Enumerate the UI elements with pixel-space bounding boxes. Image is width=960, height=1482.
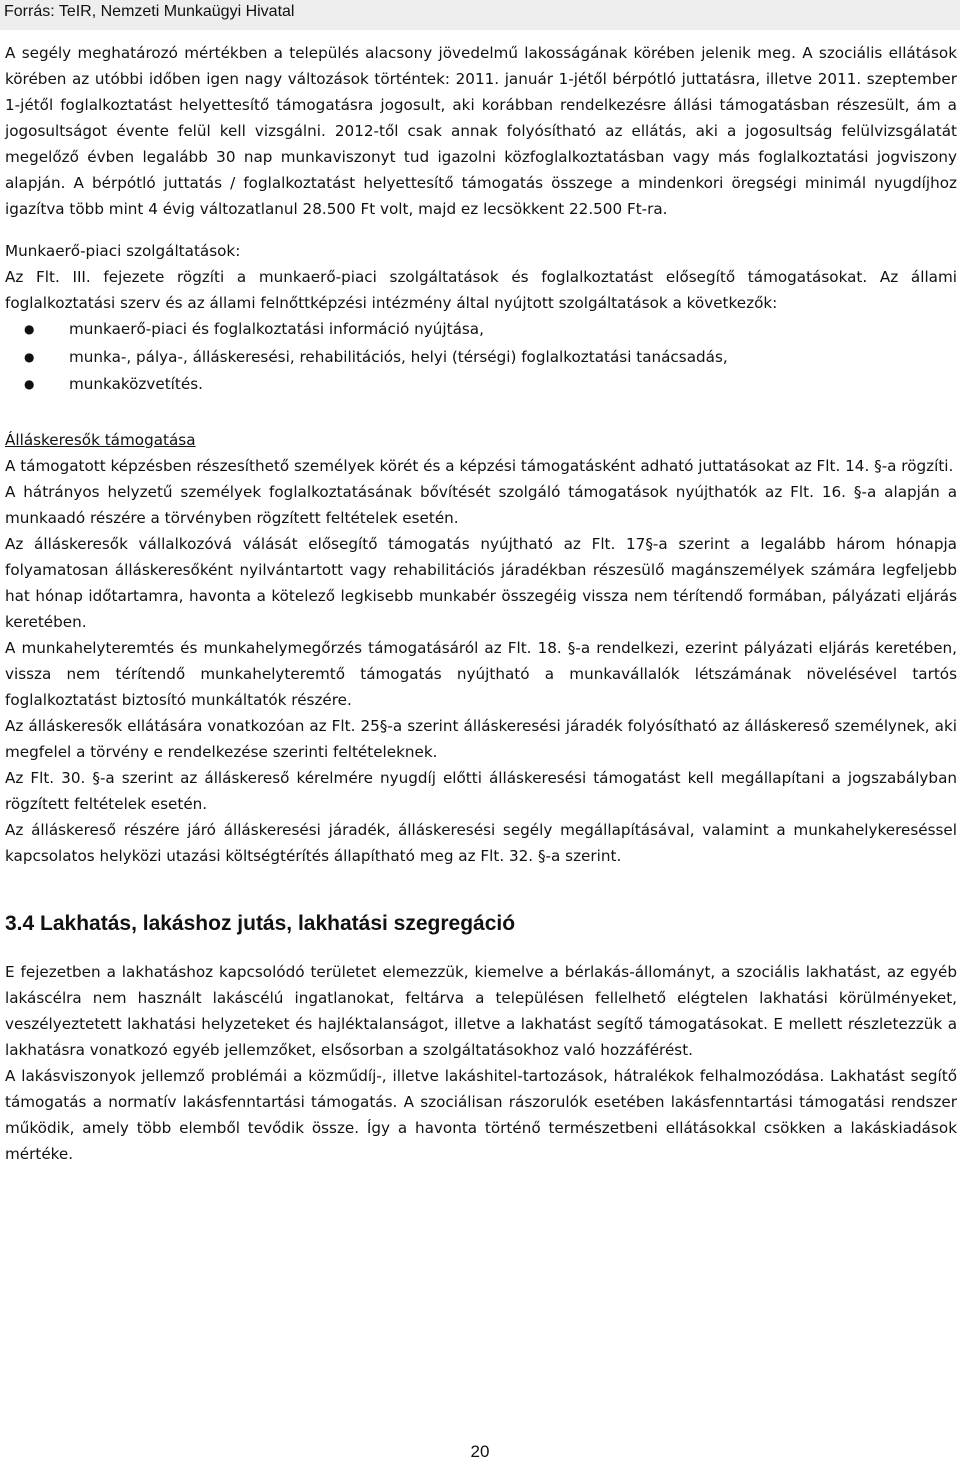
jobseeker-paragraph: Az álláskeresők vállalkozóvá válását elősegítő támogatás nyújtható az Flt. 17§-a szerint a legalább három hónapja folyamatosan álláskeresőként nyilvántartott vagy rehabilitációs járadékban részesülő magánszemélyek számára legfeljebb hat hónap időtartamra, havonta a kötelező legkisebb munkabér összegéig vissza nem térítendő formában, pályázati eljárás keretében. bbox=[5, 534, 957, 631]
section-title: 3.4 Lakhatás, lakáshoz jutás, lakhatási szegregáció bbox=[5, 911, 516, 935]
jobseeker-paragraph: A munkahelyteremtés és munkahelymegőrzés támogatásáról az Flt. 18. §-a rendelkezi, ezerint pályázati eljárás keretében, vissza nem térítendő munkahelyteremtő támogatás nyújtható a munkavállalók létszámának növelésével tartós foglalkoztatást biztosító munkáltatók részére. bbox=[5, 638, 957, 709]
list-item: ● munkaközvetítés. bbox=[5, 371, 957, 399]
jobseeker-paragraph: A hátrányos helyzetű személyek foglalkoztatásának bővítését szolgáló támogatások nyújthatók az Flt. 16. §-a alapján a munkaadó részére a törvényben rögzített feltételek esetén. bbox=[5, 482, 957, 527]
jobseeker-paragraph: Az Flt. 30. §-a szerint az álláskereső kérelmére nyugdíj előtti álláskeresési támogatást kell megállapítani a jogszabályban rögzített feltételek esetén. bbox=[5, 768, 957, 813]
list-item: ● munkaerő-piaci és foglalkoztatási információ nyújtása, bbox=[5, 316, 957, 344]
jobseeker-paragraph: Az álláskeresők ellátására vonatkozóan az Flt. 25§-a szerint álláskeresési járadék folyósítható az álláskereső személynek, aki megfelel a törvény e rendelkezése szerinti feltételeknek. bbox=[5, 716, 957, 761]
labor-services-heading: Munkaerő-piaci szolgáltatások: bbox=[5, 242, 241, 260]
page-content bbox=[5, 40, 957, 1167]
jobseeker-paragraph: A támogatott képzésben részesíthető személyek körét és a képzési támogatásként adható juttatásokat az Flt. 14. §-a rögzíti. bbox=[5, 456, 954, 475]
intro-paragraph: A segély meghatározó mértékben a település alacsony jövedelmű lakosságának körében jelenik meg. A szociális ellátások körében az utóbbi időben igen nagy változások történtek: 2011. január 1-jétől bérpótló juttatásra, illetve 2011. szeptember 1-jétől foglalkoztatást helyettesítő támogatásra jogosult, aki korábban rendelkezésre állási támogatásban részesült, ám a jogosultságot évente felül kell vizsgálni. 2012-től csak annak folyósítható az ellátás, aki a jogosultság felülvizsgálatát megelőző évben legalább 30 nap munkaviszonyt tud igazolni közfoglalkoztatásban vagy más foglalkoztatási jogviszony alapján. A bérpótló juttatás / foglalkoztatást helyettesítő támogatás összege a mindenkori öregségi minimál nyugdíjhoz igazítva több mint 4 évig változatlanul 28.500 Ft volt, majd ez lecsökkent 22.500 Ft-ra. bbox=[5, 44, 957, 218]
housing-paragraph: A lakásviszonyok jellemző problémái a közműdíj-, illetve lakáshitel-tartozások, hátralékok felhalmozódása. Lakhatást segítő támogatás a normatív lakásfenntartási támogatás. A szociálisan rászorulók esetében lakásfenntartási támogatási rendszer működik, amely több elemből tevődik össze. Így a havonta történő természetbeni ellátásokkal csökken a lakáskiadások mértéke. bbox=[5, 1066, 957, 1163]
jobseeker-support-heading: Álláskeresők támogatása bbox=[5, 430, 196, 449]
jobseeker-paragraph: Az álláskereső részére járó álláskeresési járadék, álláskeresési segély megállapításával, valamint a munkahelykereséssel kapcsolatos helyközi utazási költségtérítés állapítható meg az Flt. 32. §-a szerint. bbox=[5, 820, 957, 865]
labor-services-paragraph: Az Flt. III. fejezete rögzíti a munkaerő-piaci szolgáltatások és foglalkoztatást elősegítő támogatásokat. Az állami foglalkoztatási szerv és az állami felnőttképzési intézmény által nyújtott szolgáltatások a következők: bbox=[5, 268, 957, 312]
page-number: 20 bbox=[470, 1442, 490, 1461]
list-item: ● munka-, pálya-, álláskeresési, rehabilitációs, helyi (térségi) foglalkoztatási tanácsadás, bbox=[5, 344, 957, 372]
housing-paragraph: E fejezetben a lakhatáshoz kapcsolódó területet elemezzük, kiemelve a bérlakás-állományt, a szociális lakhatást, az egyéb lakáscélra nem használt lakáscélú ingatlanokat, feltárva a településen fellelhető elégtelen lakhatási körülményeket, veszélyeztetett lakhatási helyzeteket és hajléktalanságot, illetve a lakhatást segítő támogatásokat. E mellett részletezzük a lakhatásra vonatkozó egyéb jellemzőket, elsősorban a szolgáltatásokhoz való hozzáférést. bbox=[5, 962, 957, 1059]
labor-services-list bbox=[5, 316, 957, 399]
source-note: Forrás: TeIR, Nemzeti Munkaügyi Hivatal bbox=[0, 0, 960, 30]
